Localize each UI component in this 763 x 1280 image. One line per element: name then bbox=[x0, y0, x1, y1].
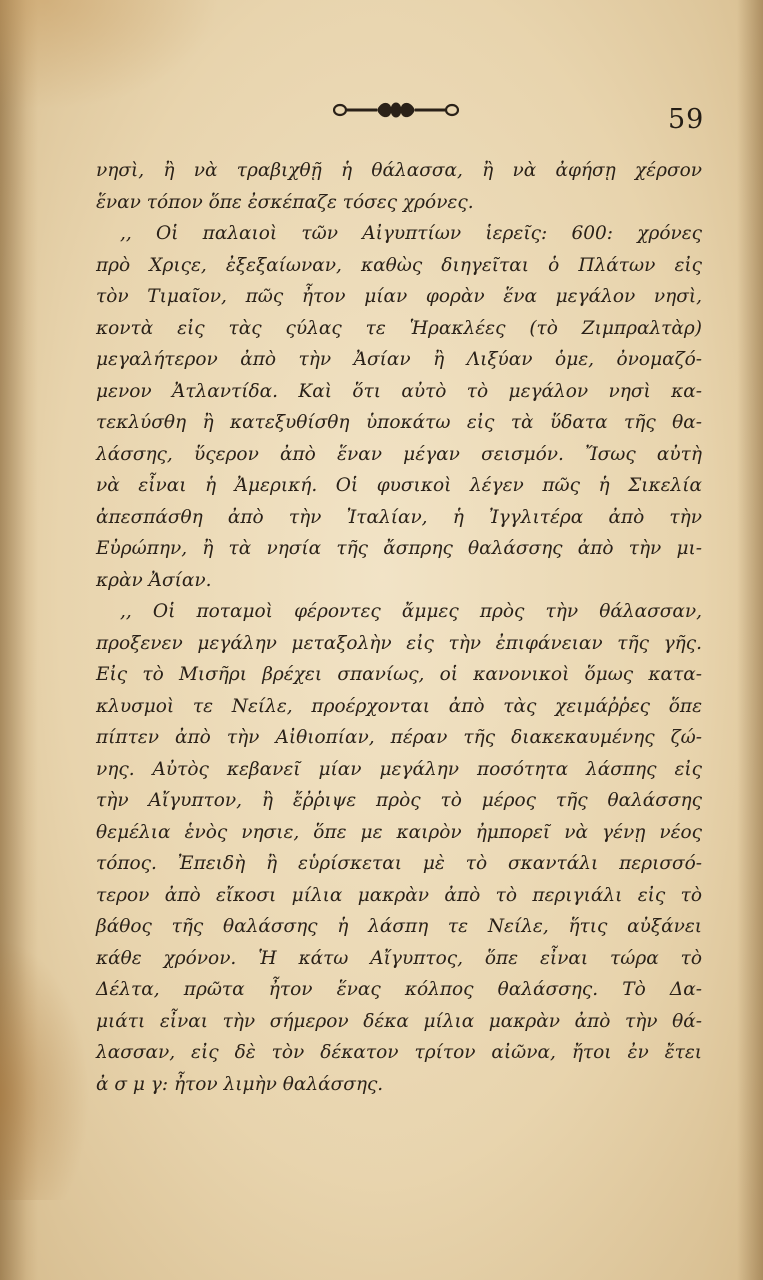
text-line: τεκλύσθη ἢ κατεξυθίσθη ὑποκάτω εἰς τὰ ὕδατα τῆς θα- bbox=[96, 412, 702, 433]
header-ornament-icon bbox=[333, 95, 459, 125]
text-line: Δέλτα, πρῶτα ἦτον ἕνας κόλπος θαλάσσης. Τὸ Δα- bbox=[96, 979, 702, 1000]
body-text bbox=[96, 155, 702, 1100]
text-line: ,, Οἱ παλαιοὶ τῶν Αἰγυπτίων ἱερεῖς: 600: χρόνες bbox=[120, 223, 702, 244]
text-line: νὰ εἶναι ἡ Ἀμερική. Οἱ φυσικοὶ λέγεν πῶς ἡ Σικελία bbox=[96, 475, 702, 496]
text-line: θεμέλια ἑνὸς νησιε, ὅπε με καιρὸν ἠμπορεῖ νὰ γένῃ νέος bbox=[96, 821, 702, 843]
text-line: κοντὰ εἰς τὰς ςύλας τε Ἡρακλέες (τὸ Ζιμπραλτὰρ) bbox=[96, 317, 702, 339]
text-line: πρὸ Χριςε, ἐξεξαίωναν, καθὼς διηγεῖται ὁ Πλάτων εἰς bbox=[96, 254, 702, 276]
text-line: λασσαν, εἰς δὲ τὸν δέκατον τρίτον αἰῶνα, ἤτοι ἐν ἔτει bbox=[96, 1042, 702, 1063]
page-edge-shadow bbox=[737, 0, 763, 1280]
text-line: πίπτεν ἀπὸ τὴν Αἰθιοπίαν, πέραν τῆς διακεκαυμένης ζώ- bbox=[96, 727, 702, 748]
paper-stain-bottom bbox=[0, 940, 90, 1200]
paper-stain-top bbox=[0, 0, 220, 110]
text-line: τὴν Αἴγυπτον, ἢ ἔῤῥιψε πρὸς τὸ μέρος τῆς θαλάσσης bbox=[96, 790, 702, 811]
text-line: νησὶ, ἢ νὰ τραβιχθῇ ἡ θάλασσα, ἢ νὰ ἀφήσῃ χέρσον bbox=[96, 160, 702, 181]
text-line: τόπος. Ἐπειδὴ ἢ εὑρίσκεται μὲ τὸ σκαντάλι περισσό- bbox=[96, 853, 702, 874]
text-line: νης. Αὐτὸς κεβανεῖ μίαν μεγάλην ποσότητα λάσπης εἰς bbox=[96, 758, 702, 780]
text-line: προξενεν μεγάλην μεταξολὴν εἰς τὴν ἐπιφάνειαν τῆς γῆς. bbox=[96, 632, 702, 654]
text-line: ,, Οἱ ποταμοὶ φέροντες ἄμμες πρὸς τὴν θάλασσαν, bbox=[120, 601, 702, 622]
text-line: μεγαλήτερον ἀπὸ τὴν Ἀσίαν ἢ Λιξύαν ὁμε, ὀνομαζό- bbox=[96, 349, 702, 370]
text-line: ἀ σ μ γ: ἦτον λιμὴν θαλάσσης. bbox=[96, 1073, 384, 1095]
text-line: μιάτι εἶναι τὴν σήμερον δέκα μίλια μακρὰν ἀπὸ τὴν θά- bbox=[96, 1010, 702, 1032]
text-line: κλυσμοὶ τε Νείλε, προέρχονται ἀπὸ τὰς χειμάῤῥες ὅπε bbox=[96, 695, 702, 717]
text-line: βάθος τῆς θαλάσσης ἡ λάσπη τε Νείλε, ἥτις αὐξάνει bbox=[96, 916, 702, 937]
text-line: κάθε χρόνον. Ἡ κάτω Αἴγυπτος, ὅπε εἶναι τώρα τὸ bbox=[96, 947, 702, 969]
text-line: τερον ἀπὸ εἴκοσι μίλια μακρὰν ἀπὸ τὸ περιγιάλι εἰς τὸ bbox=[96, 884, 702, 906]
text-line: λάσσης, ὕςερον ἀπὸ ἕναν μέγαν σεισμόν. Ἴσως αὐτὴ bbox=[96, 443, 702, 465]
text-line: κρὰν Ἀσίαν. bbox=[96, 569, 212, 591]
text-line: Εἰς τὸ Μισῆρι βρέχει σπανίως, οἱ κανονικοὶ ὅμως κατα- bbox=[96, 664, 702, 685]
text-line: ἕναν τόπον ὅπε ἐσκέπαζε τόσες χρόνες. bbox=[96, 191, 474, 213]
text-line: Εὐρώπην, ἢ τὰ νησία τῆς ἄσπρης θαλάσσης ἀπὸ τὴν μι- bbox=[96, 538, 702, 559]
text-line: ἀπεσπάσθη ἀπὸ τὴν Ἰταλίαν, ἡ Ἰγγλιτέρα ἀπὸ τὴν bbox=[96, 506, 702, 528]
text-line: τὸν Τιμαῖον, πῶς ἦτον μίαν φορὰν ἕνα μεγάλον νησὶ, bbox=[96, 286, 702, 307]
text-line: μενον Ἀτλαντίδα. Καὶ ὅτι αὐτὸ τὸ μεγάλον νησὶ κα- bbox=[96, 380, 702, 402]
page-number: 59 bbox=[668, 104, 705, 135]
